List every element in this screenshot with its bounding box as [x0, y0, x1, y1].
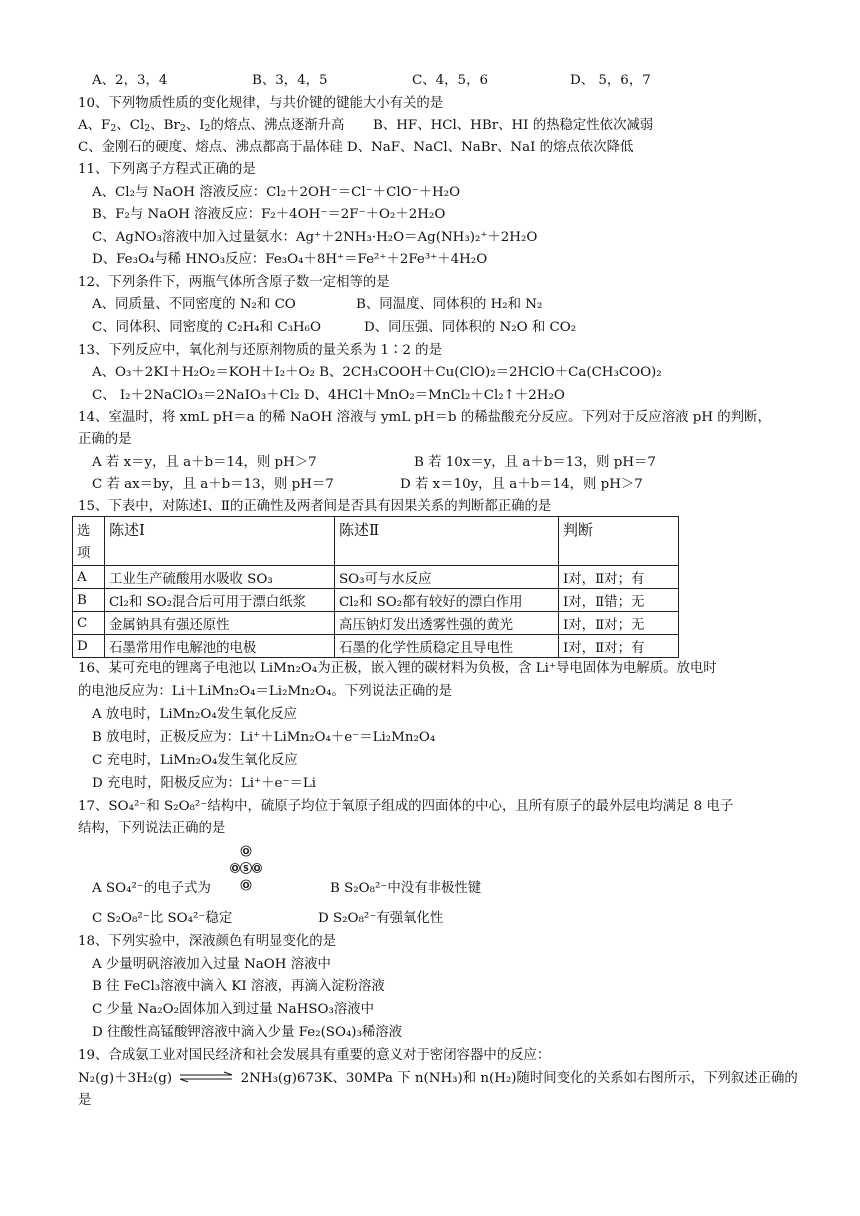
q11-option-d: D、Fe₃O₄与稀 HNO₃反应：Fe₃O₄＋8H⁺＝Fe²⁺＋2Fe³⁺＋4H₂O — [92, 252, 488, 267]
q16-option-c: C 充电时，LiMn₂O₄发生氧化反应 — [92, 753, 298, 768]
lewis-o-left: O — [231, 864, 239, 873]
q12-option-d: D、同压强、同体积的 N₂O 和 CO₂ — [364, 320, 577, 335]
q14-stem-line1: 14、室温时，将 xmL pH＝a 的稀 NaOH 溶液与 ymL pH＝b 的稀盐酸充分反应。下列对于反应溶液 pH 的判断， — [78, 410, 771, 425]
q11-option-a: A、Cl₂与 NaOH 溶液反应：Cl₂＋2OH⁻＝Cl⁻＋ClO⁻＋H₂O — [92, 185, 461, 200]
q15-cell: Ⅰ对，Ⅱ对；有 — [559, 566, 679, 589]
q16-option-d: D 充电时，阳极反应为：Li⁺＋e⁻＝Li — [92, 776, 317, 791]
q15-cell: B — [73, 589, 105, 612]
q15-cell: 高压钠灯发出透雾性强的黄光 — [335, 612, 559, 635]
q9-option-b: B、3，4，5 — [252, 73, 328, 88]
q12-option-c: C、同体积、同密度的 C₂H₄和 C₃H₆O — [92, 320, 321, 335]
q16-stem-line2: 的电池反应为：Li＋LiMn₂O₄＝Li₂Mn₂O₄。下列说法正确的是 — [78, 684, 453, 699]
q15-cell: Ⅰ对，Ⅱ对；有 — [559, 635, 679, 658]
q15-cell: 工业生产硫酸用水吸收 SO₃ — [105, 566, 335, 589]
q14-option-d: D 若 x＝10y，且 a＋b＝14，则 pH＞7 — [400, 477, 643, 492]
q9-option-a: A、2，3，4 — [92, 73, 168, 88]
lewis-s-center: S — [243, 864, 249, 873]
q10-option-a: A、$F_2$、$Cl_2$、$Br_2$、$I_2$的熔点、沸点逐渐升高 — [78, 118, 345, 134]
q12-stem: 12、下列条件下，两瓶气体所含原子数一定相等的是 — [78, 275, 390, 290]
q12-option-b: B、同温度、同体积的 H₂和 N₂ — [356, 297, 543, 312]
q15-header-statement-2: 陈述Ⅱ — [335, 517, 559, 566]
q9-option-c: C、4，5，6 — [412, 73, 488, 88]
q15-cell: Ⅰ对，Ⅱ错；无 — [559, 589, 679, 612]
equilibrium-arrow-icon — [178, 1071, 234, 1083]
lewis-o-bottom: O — [242, 881, 250, 890]
q15-header-row — [73, 517, 679, 566]
q15-cell: Cl₂和 SO₂都有较好的漂白作用 — [335, 589, 559, 612]
q13-option-cd: C、 I₂＋2NaClO₃＝2NaIO₃＋Cl₂ D、4HCl＋MnO₂＝MnCl₂＋Cl₂↑＋2H₂O — [92, 388, 565, 403]
q10-stem: 10、下列物质性质的变化规律，与共价键的键能大小有关的是 — [78, 96, 444, 111]
q11-stem: 11、下列离子方程式正确的是 — [78, 162, 256, 177]
q10-option-b: B、HF、HCl、HBr、HI 的热稳定性依次减弱 — [373, 118, 654, 133]
q18-stem: 18、下列实验中，深液颜色有明显变化的是 — [78, 934, 337, 949]
q18-option-b: B 往 FeCl₃溶液中滴入 KI 溶液，再滴入淀粉溶液 — [92, 979, 385, 994]
q17-option-d: D S₂O₈²⁻有强氧化性 — [318, 911, 444, 926]
q15-cell: A — [73, 566, 105, 589]
q15-header-option: 选项 — [73, 517, 105, 566]
q16-stem-line1: 16、某可充电的锂离子电池以 LiMn₂O₄为正极，嵌入锂的碳材料为负极，含 Li⁺导电固体为电解质。放电时 — [78, 661, 717, 676]
table-row — [73, 612, 679, 635]
q19-equation-right: 2NH₃(g)673K、30MPa 下 n(NH₃)和 n(H₂)随时间变化的关系如右图所示，下列叙述正确的 — [240, 1071, 798, 1086]
q15-cell: D — [73, 635, 105, 658]
lewis-o-top: O — [242, 847, 250, 856]
q18-option-c: C 少量 Na₂O₂固体加入到过量 NaHSO₃溶液中 — [92, 1002, 375, 1017]
q15-header-statement-1: 陈述Ⅰ — [105, 517, 335, 566]
q18-option-d: D 往酸性高锰酸钾溶液中滴入少量 Fe₂(SO₄)₃稀溶液 — [92, 1025, 403, 1040]
table-row — [73, 635, 679, 658]
q15-table — [72, 516, 679, 658]
q15-stem: 15、下表中，对陈述Ⅰ、Ⅱ的正确性及两者间是否具有因果关系的判断都正确的是 — [78, 499, 552, 514]
q11-option-c: C、AgNO₃溶液中加入过量氨水：Ag⁺＋2NH₃·H₂O＝Ag(NH₃)₂⁺＋2H₂O — [92, 230, 538, 245]
q18-option-a: A 少量明矾溶液加入过量 NaOH 溶液中 — [92, 957, 331, 972]
q16-option-b: B 放电时，正极反应为：Li⁺＋LiMn₂O₄＋e⁻＝Li₂Mn₂O₄ — [92, 730, 436, 745]
q15-cell: Cl₂和 SO₂混合后可用于漂白纸浆 — [105, 589, 335, 612]
q14-stem-line2: 正确的是 — [78, 432, 132, 447]
q14-option-b: B 若 10x＝y，且 a＋b＝13，则 pH＝7 — [414, 455, 656, 470]
q12-option-a: A、同质量、不同密度的 N₂和 CO — [92, 297, 296, 312]
q16-option-a: A 放电时，LiMn₂O₄发生氧化反应 — [92, 707, 298, 722]
q9-option-d: D、 5，6，7 — [570, 73, 651, 88]
q19-stem-line1: 19、合成氨工业对国民经济和社会发展具有重要的意义对于密闭容器中的反应： — [78, 1048, 551, 1063]
q17-option-c: C S₂O₈²⁻比 SO₄²⁻稳定 — [92, 911, 233, 926]
q19-stem-line3: 是 — [78, 1093, 92, 1108]
q14-option-a: A 若 x＝y，且 a＋b＝14，则 pH＞7 — [92, 455, 317, 470]
q15-cell: 石墨常用作电解池的电极 — [105, 635, 335, 658]
q15-cell: 石墨的化学性质稳定且导电性 — [335, 635, 559, 658]
q15-cell: Ⅰ对，Ⅱ对；无 — [559, 612, 679, 635]
q15-header-judgement: 判断 — [559, 517, 679, 566]
sulfate-lewis-structure-icon — [230, 844, 262, 892]
q14-option-c: C 若 ax＝by，且 a＋b＝13，则 pH＝7 — [92, 477, 334, 492]
q11-option-b: B、F₂与 NaOH 溶液反应：F₂＋4OH⁻＝2F⁻＋O₂＋2H₂O — [92, 207, 446, 222]
q17-option-a: A SO₄²⁻的电子式为 — [92, 881, 211, 896]
q19-equation-left: N₂(g)＋3H₂(g) — [78, 1071, 173, 1086]
q17-stem-line2: 结构，下列说法正确的是 — [78, 821, 226, 836]
q10-option-cd: C、金刚石的硬度、熔点、沸点都高于晶体硅 D、NaF、NaCl、NaBr、NaI 的熔点依次降低 — [78, 140, 634, 155]
q15-cell: 金属钠具有强还原性 — [105, 612, 335, 635]
lewis-o-right: O — [253, 864, 261, 873]
q19-equation-line — [78, 1070, 798, 1088]
q15-cell: C — [73, 612, 105, 635]
q13-stem: 13、下列反应中，氧化剂与还原剂物质的量关系为 1∶2 的是 — [78, 343, 442, 358]
q13-option-ab: A、O₃＋2KI＋H₂O₂＝KOH＋I₂＋O₂ B、2CH₃COOH＋Cu(ClO)₂＝2HClO＋Ca(CH₃COO)₂ — [92, 365, 662, 380]
q17-stem-line1: 17、SO₄²⁻和 S₂O₈²⁻结构中，硫原子均位于氧原子组成的四面体的中心，且所有原子的最外层电均满足 8 电子 — [78, 799, 734, 814]
table-row — [73, 589, 679, 612]
q17-option-b: B S₂O₈²⁻中没有非极性键 — [330, 881, 482, 896]
q15-cell: SO₃可与水反应 — [335, 566, 559, 589]
table-row — [73, 566, 679, 589]
